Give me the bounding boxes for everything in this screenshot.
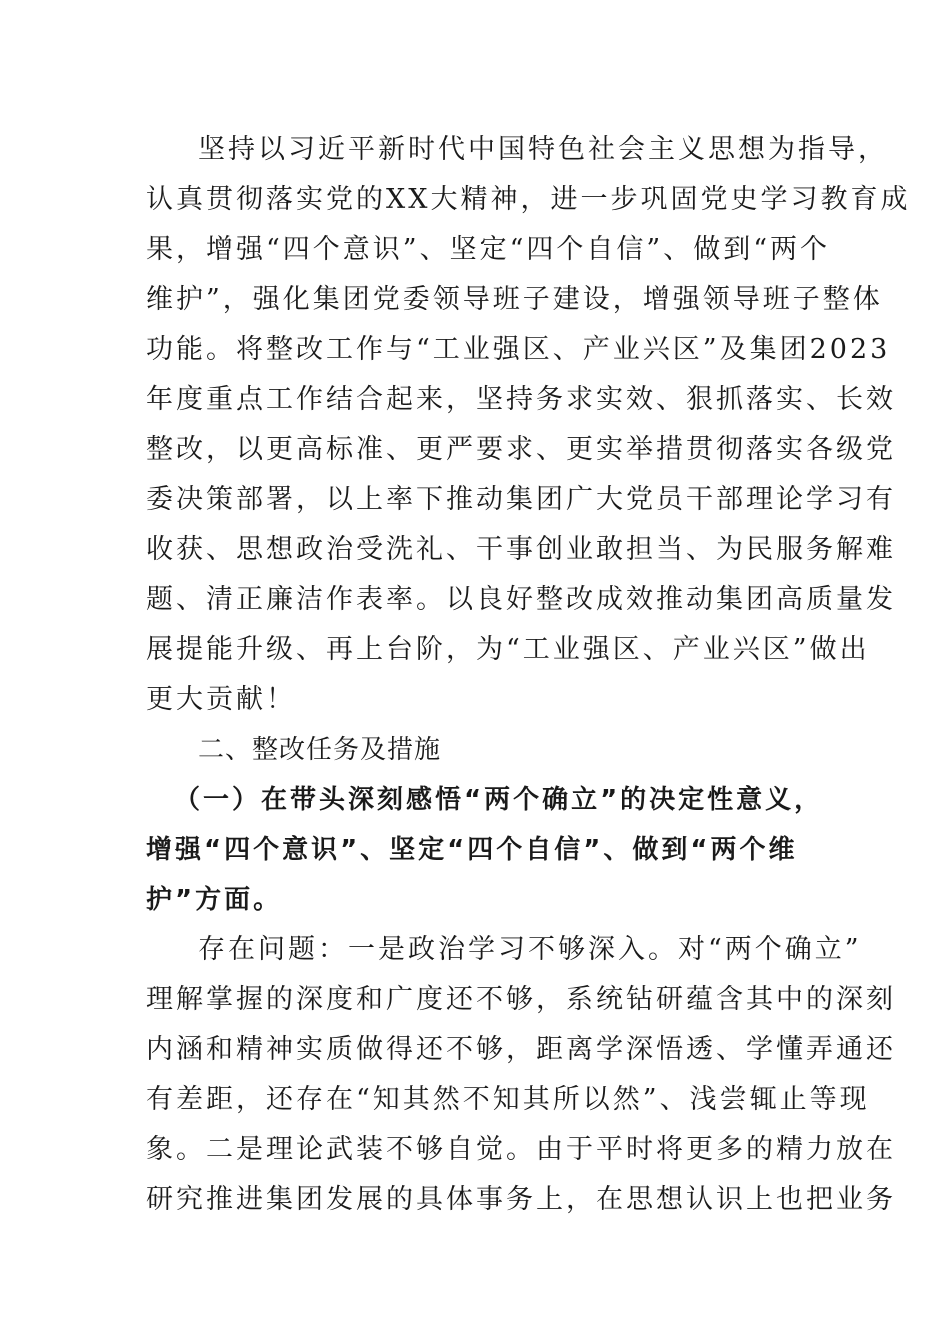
paragraph-line: 年度重点工作结合起来，坚持务求实效、狠抓落实、长效 xyxy=(146,384,896,415)
section-heading: 二、整改任务及措施 xyxy=(198,735,442,765)
paragraph-line: 坚持以习近平新时代中国特色社会主义思想为指导， xyxy=(198,134,888,165)
paragraph-line: 有差距，还存在“知其然不知其所以然”、浅尝辄止等现 xyxy=(146,1084,870,1115)
paragraph-line: 果，增强“四个意识”、坚定“四个自信”、做到“两个 xyxy=(146,234,831,265)
subsection-heading-line: 增强“四个意识”、坚定“四个自信”、做到“两个维 xyxy=(146,835,798,865)
paragraph-line: 功能。将整改工作与“工业强区、产业兴区”及集团2023 xyxy=(146,334,891,365)
paragraph-line: 研究推进集团发展的具体事务上，在思想认识上也把业务 xyxy=(146,1184,896,1215)
paragraph-line: 委决策部署，以上率下推动集团广大党员干部理论学习有 xyxy=(146,484,896,515)
paragraph-line: 认真贯彻落实党的XX大精神，进一步巩固党史学习教育成 xyxy=(146,184,911,215)
paragraph-line: 收获、思想政治受洗礼、干事创业敢担当、为民服务解难 xyxy=(146,534,896,565)
paragraph-line: 存在问题：一是政治学习不够深入。对“两个确立” xyxy=(198,934,862,965)
paragraph-line: 维护”，强化集团党委领导班子建设，增强领导班子整体 xyxy=(146,284,883,315)
paragraph-line: 象。二是理论武装不够自觉。由于平时将更多的精力放在 xyxy=(146,1134,896,1165)
subsection-heading-line: 护”方面。 xyxy=(146,885,283,915)
paragraph-line: 题、清正廉洁作表率。以良好整改成效推动集团高质量发 xyxy=(146,584,896,615)
paragraph-line: 理解掌握的深度和广度还不够，系统钻研蕴含其中的深刻 xyxy=(146,984,896,1015)
subsection-heading-line: （一）在带头深刻感悟“两个确立”的决定性意义， xyxy=(174,785,824,815)
paragraph-line: 更大贡献！ xyxy=(146,684,296,715)
paragraph-line: 整改，以更高标准、更严要求、更实举措贯彻落实各级党 xyxy=(146,434,896,465)
paragraph-line: 展提能升级、再上台阶，为“工业强区、产业兴区”做出 xyxy=(146,634,870,665)
paragraph-line: 内涵和精神实质做得还不够，距离学深悟透、学懂弄通还 xyxy=(146,1034,896,1065)
